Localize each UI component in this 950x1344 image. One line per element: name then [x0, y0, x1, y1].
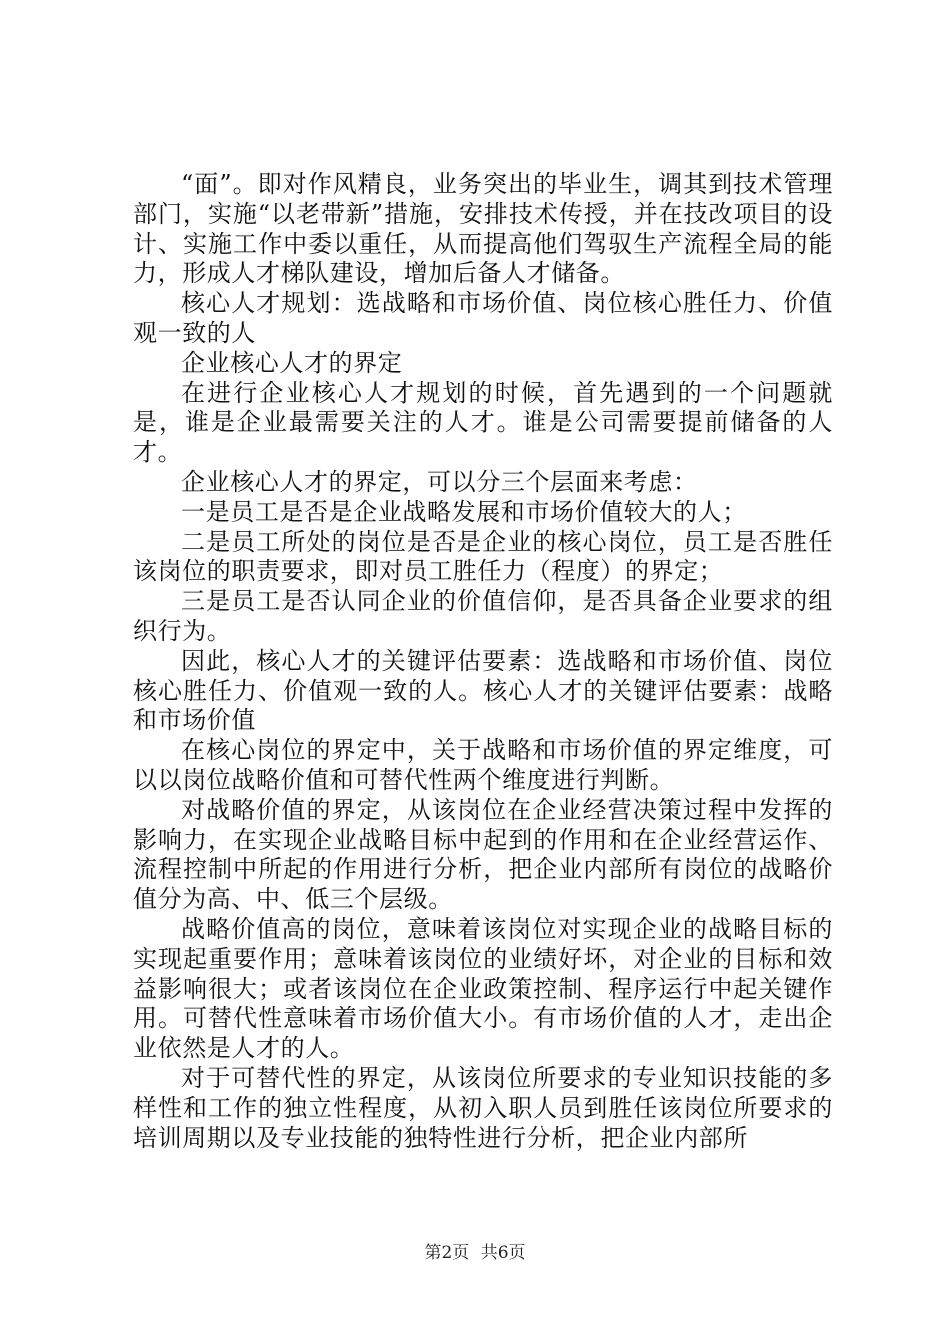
page-footer — [0, 1243, 950, 1263]
paragraph: 因此，核心人才的关键评估要素：选战略和市场价值、岗位核心胜任力、价值观一致的人。核心人才的关键评估要素：战略和市场价值 — [133, 646, 833, 735]
list-item: 一是员工是否是企业战略发展和市场价值较大的人； — [181, 497, 747, 526]
document-body — [133, 170, 833, 1153]
page-total: 共6页 — [480, 1243, 526, 1263]
paragraph: 核心人才规划：选战略和市场价值、岗位核心胜任力、价值观一致的人 — [133, 289, 833, 347]
paragraph: “面”。即对作风精良，业务突出的毕业生，调其到技术管理部门，实施“以老带新”措施，安排技术传授，并在技改项目的设计、实施工作中委以重任，从而提高他们驾驭生产流程全局的能力，形成人才梯队建设，增加后备人才储备。 — [133, 170, 833, 288]
paragraph: 在进行企业核心人才规划的时候，首先遇到的一个问题就是，谁是企业最需要关注的人才。谁是公司需要提前储备的人才。 — [133, 378, 833, 467]
list-item: 二是员工所处的岗位是否是企业的核心岗位，员工是否胜任该岗位的职责要求，即对员工胜任力（程度）的界定； — [133, 527, 833, 586]
section-heading: 企业核心人才的界定 — [181, 348, 403, 377]
paragraph: 对战略价值的界定，从该岗位在企业经营决策过程中发挥的影响力，在实现企业战略目标中起到的作用和在企业经营运作、流程控制中所起的作用进行分析，把企业内部所有岗位的战略价值分为高、中、低三个层级。 — [133, 795, 833, 914]
paragraph: 对于可替代性的界定，从该岗位所要求的专业知识技能的多样性和工作的独立性程度，从初入职人员到胜任该岗位所要求的培训周期以及专业技能的独特性进行分析，把企业内部所 — [133, 1063, 833, 1152]
list-item: 三是员工是否认同企业的价值信仰，是否具备企业要求的组织行为。 — [133, 587, 833, 645]
paragraph: 企业核心人才的界定，可以分三个层面来考虑： — [181, 467, 698, 496]
paragraph: 在核心岗位的界定中，关于战略和市场价值的界定维度，可以以岗位战略价值和可替代性两个维度进行判断。 — [133, 736, 833, 794]
page-number: 第2页 — [424, 1243, 470, 1263]
paragraph: 战略价值高的岗位，意味着该岗位对实现企业的战略目标的实现起重要作用；意味着该岗位的业绩好坏，对企业的目标和效益影响很大；或者该岗位在企业政策控制、程序运行中起关键作用。可替代性意味着市场价值大小。有市场价值的人才，走出企业依然是人才的人。 — [133, 914, 833, 1063]
